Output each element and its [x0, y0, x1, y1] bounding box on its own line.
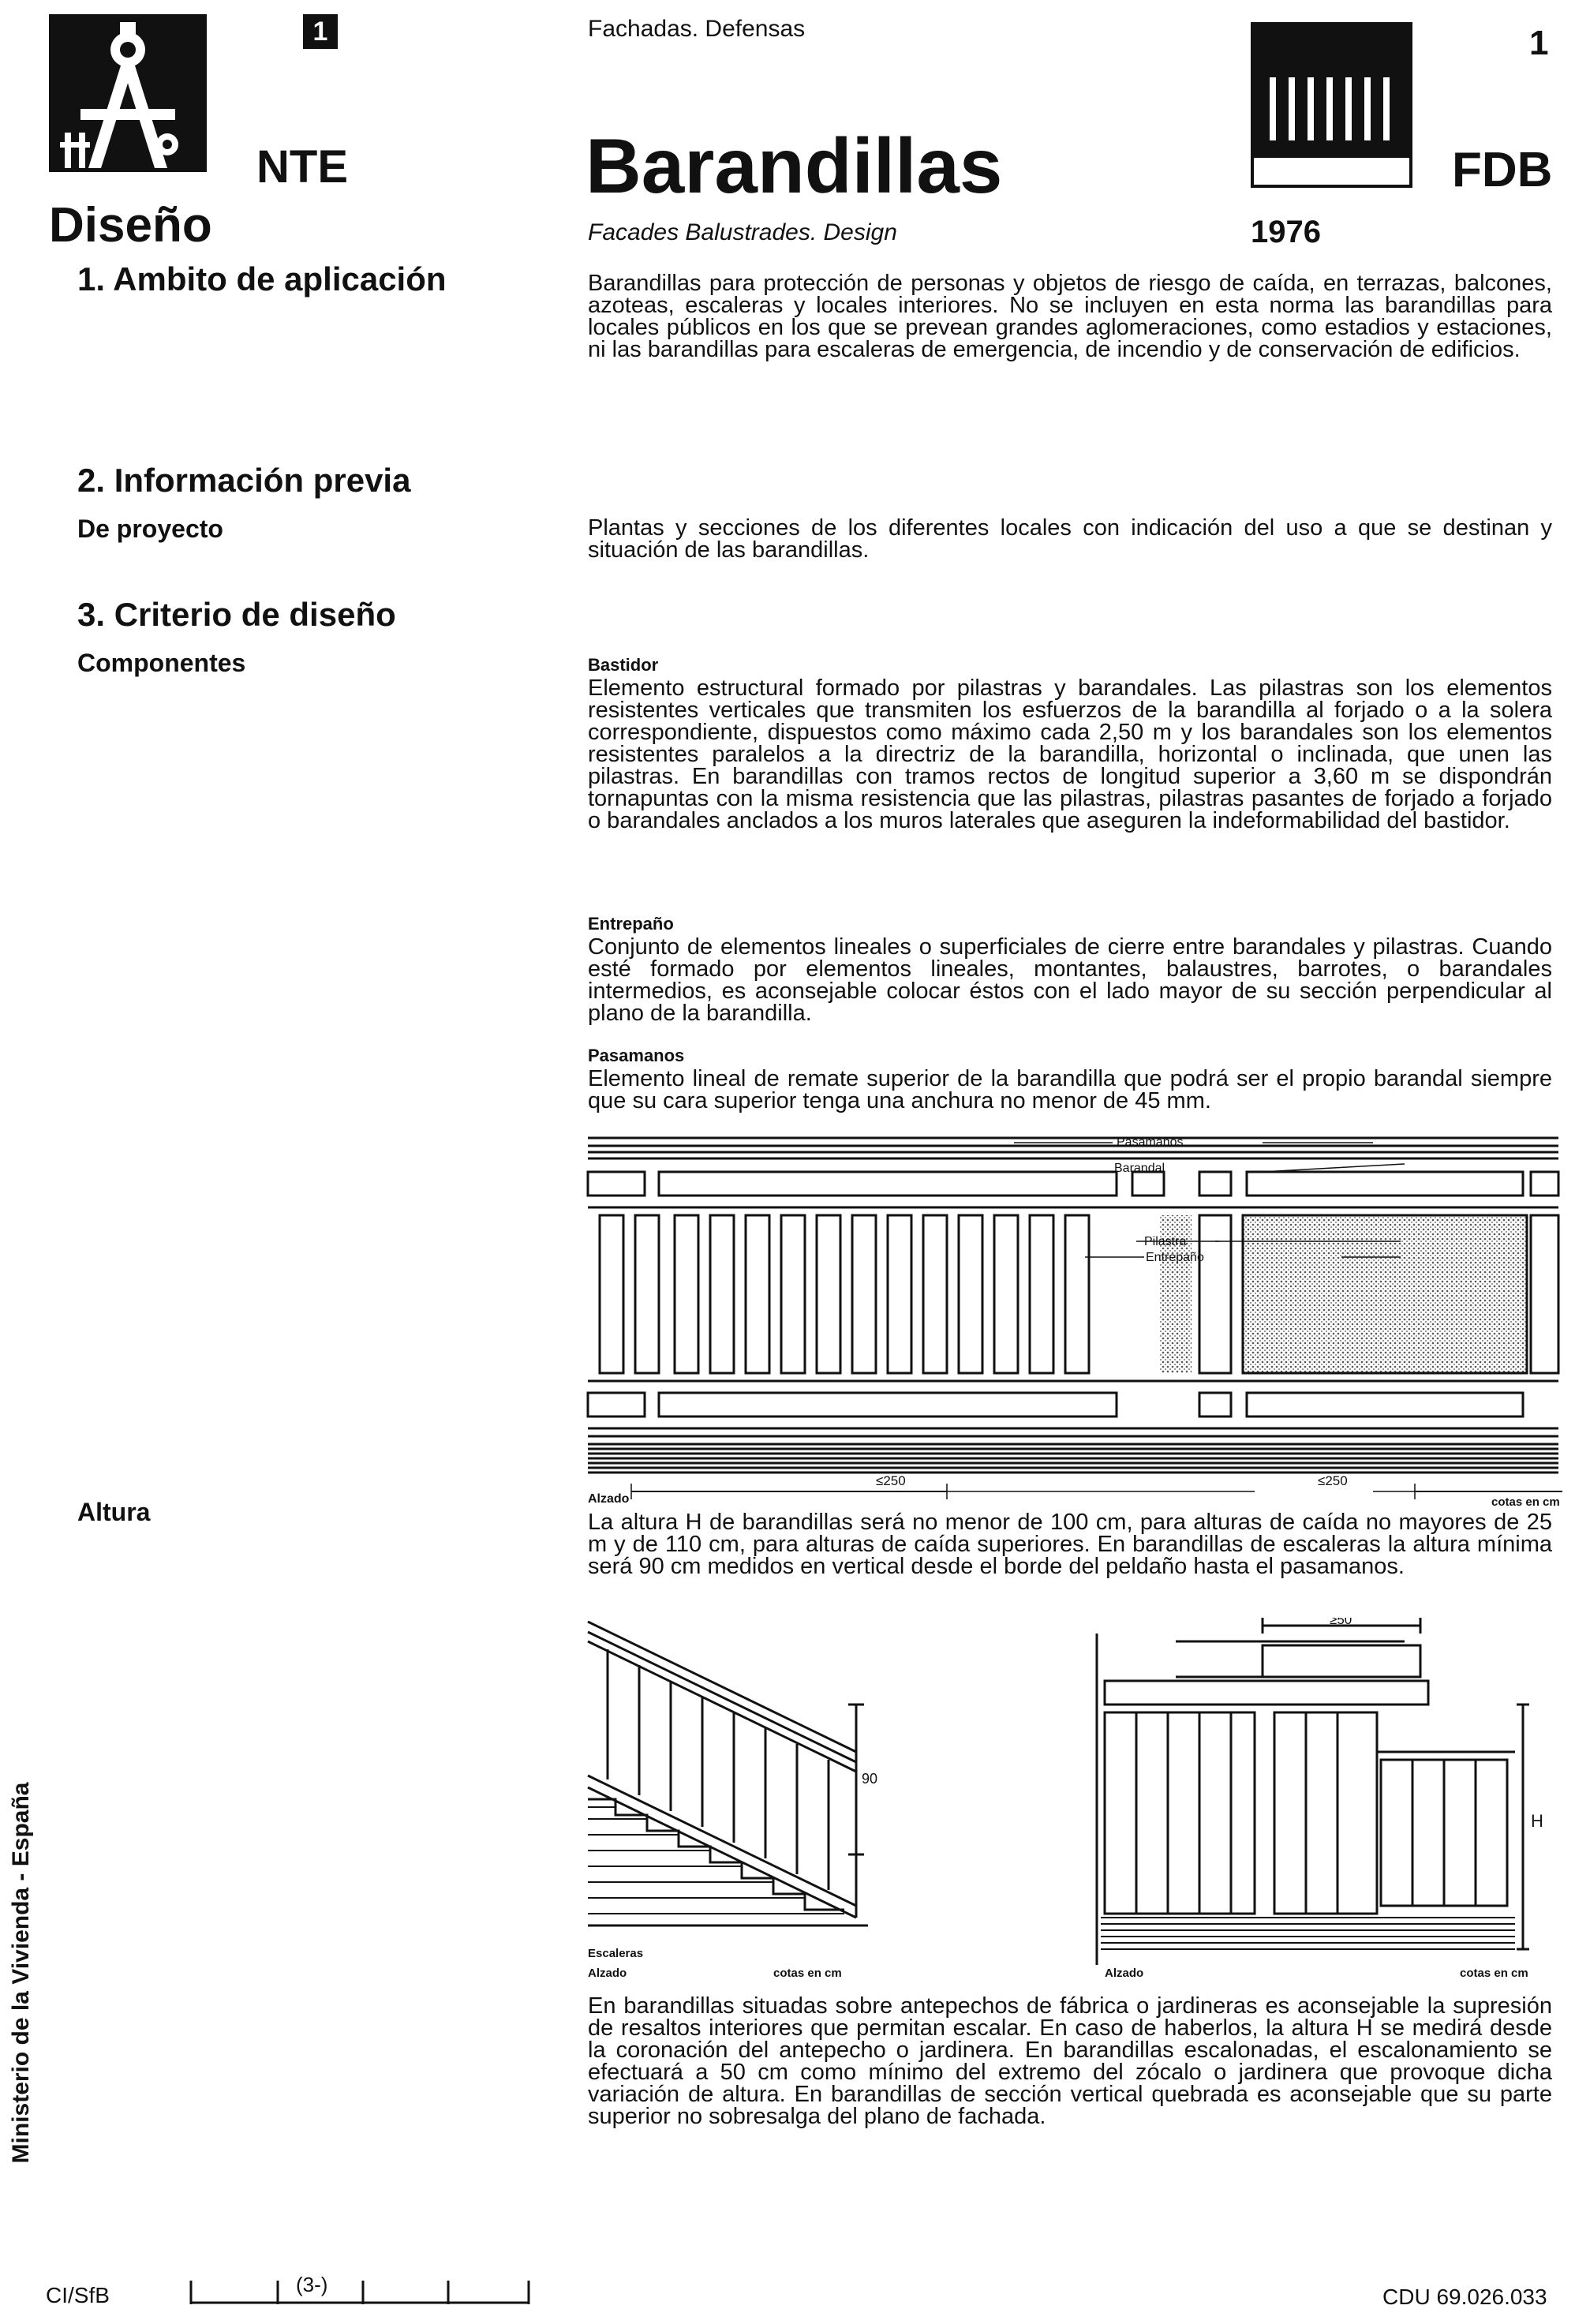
nte-number: 1 [312, 17, 328, 47]
fdb-code: FDB [1452, 143, 1553, 197]
figure-altura [584, 1618, 1562, 1989]
label-pilastra: Pilastra [1144, 1235, 1187, 1248]
cisfb-box [189, 2273, 530, 2306]
cisfb-label: CI/SfB [46, 2283, 110, 2307]
side-ministry-text: Ministerio de la Vivienda - España [8, 1782, 34, 2164]
altura-title: Altura [77, 1498, 151, 1526]
section-1-text: Barandillas para protección de personas y objetos de riesgo de caída, en terrazas, balcones, azoteas, escaleras y locales interiores. No se incluyen en esta norma las barandillas para locales públicos en los que se prevean grandes aglomeraciones, como estadios y estaciones, ni las barandillas para escaleras de emergencia, de incendio y de conservación de edificios. [588, 271, 1552, 362]
section-2-title: 2. Información previa [77, 462, 411, 499]
figure-railing-elevation [584, 1128, 1562, 1507]
cdu-code: CDU 69.026.033 [1382, 2285, 1547, 2309]
dim-left: ≤250 [876, 1473, 906, 1488]
cisfb-frame [189, 2273, 530, 2306]
dim-90: 90 [862, 1771, 878, 1787]
compass-logo-icon [49, 14, 207, 172]
nte-logo [49, 14, 207, 172]
caption-alzado-left: Alzado [588, 1967, 627, 1980]
bastidor-heading: Bastidor [588, 655, 659, 675]
section-3-title: 3. Criterio de diseño [77, 596, 396, 633]
units-right: cotas en cm [1460, 1967, 1528, 1980]
section-2-sub: De proyecto [77, 515, 223, 543]
section-2-text: Plantas y secciones de los diferentes locales con indicación del uso a que se destinan y situación de las barandillas. [588, 515, 1552, 563]
dim-50: ≥50 [1330, 1618, 1352, 1627]
label-pasamanos: Pasamanos [1117, 1136, 1184, 1149]
balustrade-emblem-icon [1251, 22, 1412, 188]
series-label: Fachadas. Defensas [588, 16, 806, 42]
entrepano-heading: Entrepaño [588, 914, 674, 934]
label-entrepano: Entrepaño [1146, 1251, 1204, 1264]
caption-alzado-right: Alzado [1105, 1967, 1144, 1980]
pasamanos-heading: Pasamanos [588, 1046, 685, 1065]
railing-elevation-drawing [584, 1128, 1562, 1507]
fdb-emblem [1251, 22, 1412, 188]
section-1-title: 1. Ambito de aplicación [77, 260, 447, 298]
nte-number-box [303, 14, 338, 49]
year: 1976 [1251, 215, 1321, 249]
dim-h: H [1531, 1811, 1543, 1831]
label-barandal: Barandal [1114, 1162, 1165, 1175]
section-label: Diseño [49, 198, 212, 253]
page-number: 1 [1529, 24, 1549, 62]
cisfb-code: (3-) [296, 2273, 328, 2296]
altura-text-2: En barandillas situadas sobre antepechos de fábrica o jardineras es aconsejable la supresión de resaltos interiores que permitan escalar. En caso de haberlos, la altura H se medirá desde la coronación del antepecho o jardinera. En barandillas escalonadas, el escalonamiento se efectuará a 50 cm como mínimo del extremo del zócalo o jardinera que provoque dicha variación de altura. En barandillas de sección vertical quebrada es aconsejable que su parte superior no sobresalga del plano de fachada. [588, 1993, 1552, 2129]
altura-text-1: La altura H de barandillas será no menor de 100 cm, para alturas de caída no mayores de 25 m y de 110 cm, para alturas de caída superiores. En barandillas de escaleras la altura mínima será 90 cm medidos en vertical desde el borde del peldaño hasta el pasamanos. [588, 1510, 1552, 1579]
entrepano-text: Conjunto de elementos lineales o superficiales de cierre entre barandales y pilastras. Cuando esté formado por elementos lineales, montantes, balaustres, barrotes, o barandales intermedios, es aconsejable colocar éstos con el lado mayor de su sección perpendicular al plano de la barandilla. [588, 934, 1552, 1026]
altura-drawing [584, 1618, 1562, 1989]
section-3-sub: Componentes [77, 649, 246, 677]
pasamanos-text: Elemento lineal de remate superior de la barandilla que podrá ser el propio barandal siempre que su cara superior tenga una anchura no menor de 45 mm. [588, 1066, 1552, 1113]
bastidor-text: Elemento estructural formado por pilastras y barandales. Las pilastras son los elementos resistentes verticales que transmiten los esfuerzos de la barandilla al forjado o a la solera correspondiente, dispuestos como máximo cada 2,50 m y los barandales son los elementos resistentes paralelos a la directriz de la barandilla, horizontal o inclinada, que unen las pilastras. En barandillas con tramos rectos de longitud superior a 3,60 m se dispondrán tornapuntas con la misma resistencia que las pilastras, pilastras pasantes de forjado a forjado o barandales anclados a los muros laterales que aseguren la indeformabilidad del bastidor. [588, 675, 1552, 833]
nte-label: NTE [256, 141, 348, 193]
page-title: Barandillas [585, 122, 1003, 209]
dim-right: ≤250 [1318, 1473, 1348, 1488]
units-label: cotas en cm [1491, 1495, 1560, 1507]
view-label: Alzado [588, 1492, 630, 1506]
units-left: cotas en cm [773, 1967, 842, 1980]
subtitle-en: Facades Balustrades. Design [588, 219, 897, 245]
caption-escaleras: Escaleras [588, 1947, 644, 1960]
